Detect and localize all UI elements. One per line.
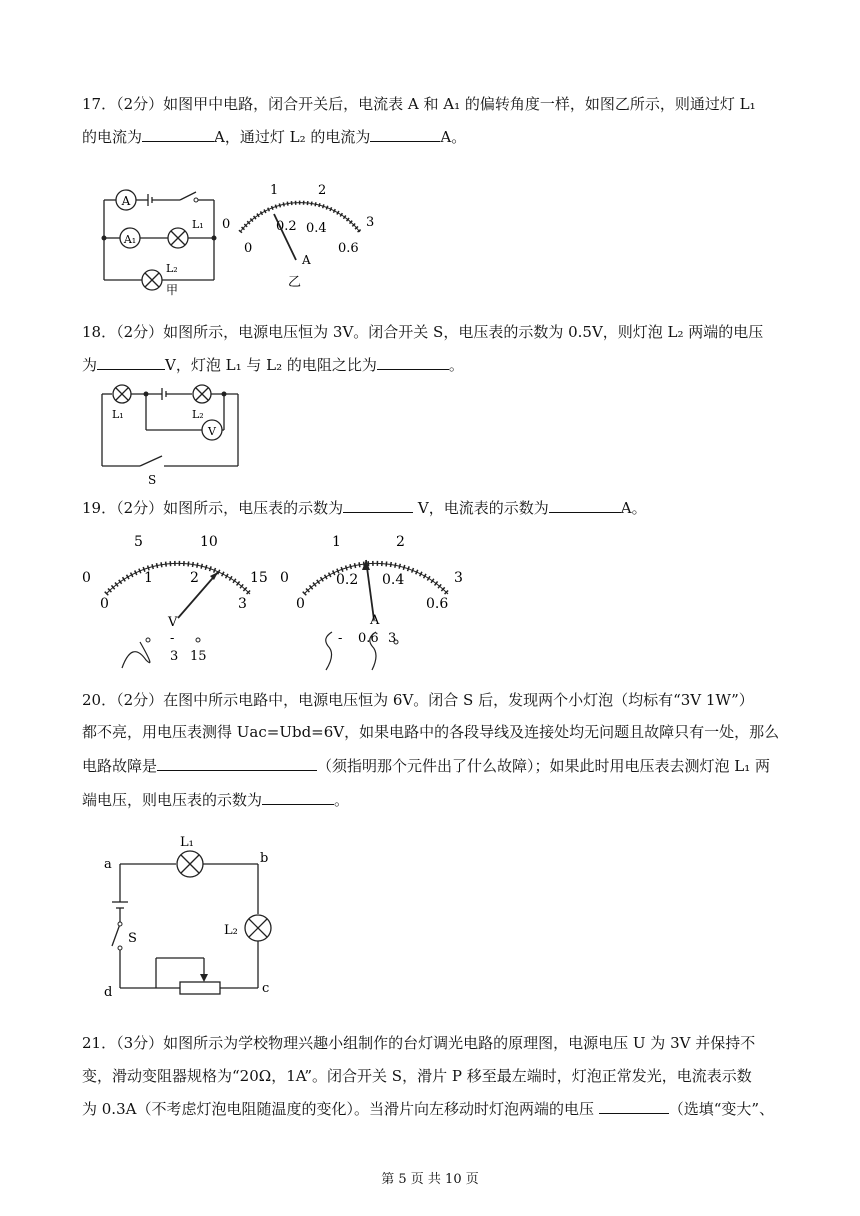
lamp-L2-label: L₂ xyxy=(192,408,204,421)
ammeter-terminal-3: 3 xyxy=(388,631,397,646)
voltmeter-terminal-15: 15 xyxy=(190,649,207,664)
q20-line4 xyxy=(82,790,349,810)
q19-blank-2[interactable] xyxy=(549,498,621,513)
q21-line3 xyxy=(82,1099,774,1119)
dial-top-2: 2 xyxy=(318,183,327,198)
voltmeter-label: V xyxy=(208,425,216,438)
page-footer: 第 5 页 共 10 页 xyxy=(381,1172,479,1187)
q19-voltmeter-dial xyxy=(78,530,278,676)
dial-top-3: 3 xyxy=(366,215,375,230)
voltmeter-top-15: 15 xyxy=(250,570,268,586)
ammeter-bottom-04: 0.4 xyxy=(382,572,405,588)
lamp-L2-label: L₂ xyxy=(166,262,178,275)
dial-bottom-06: 0.6 xyxy=(338,241,359,256)
voltmeter-terminal-neg: - xyxy=(170,631,175,646)
ammeter-top-0: 0 xyxy=(280,570,289,586)
lamp-L1-label: L₁ xyxy=(112,408,124,421)
q18-text-a: 为 xyxy=(82,356,98,374)
switch-label: S xyxy=(148,473,157,487)
dial-bottom-02: 0.2 xyxy=(276,219,297,234)
q17-line2 xyxy=(82,127,466,147)
q21-text-a: 为 0.3A（不考虑灯泡电阻随温度的变化）。当滑片向左移动时灯泡两端的电压 xyxy=(82,1100,594,1118)
voltmeter-unit: V xyxy=(168,615,178,630)
q20-line1: 20．（2分）在图中所示电路中，电源电压恒为 6V。闭合 S 后，发现两个小灯泡（均标有“3V 1W”） xyxy=(82,691,754,709)
voltmeter-bottom-1: 1 xyxy=(144,570,153,586)
node-d-label: d xyxy=(104,985,113,1000)
node-b-label: b xyxy=(260,851,269,866)
ammeter-terminal-06: 0.6 xyxy=(358,631,379,646)
lamp-L1-label: L₁ xyxy=(192,218,204,231)
q17-blank-1[interactable] xyxy=(142,127,214,142)
voltmeter-top-10: 10 xyxy=(200,534,218,550)
q17-line1: 17．（2分）如图甲中电路，闭合开关后，电流表 A 和 A₁ 的偏转角度一样，如图乙所示，则通过灯 L₁ xyxy=(82,95,756,113)
q18-line1: 18．（2分）如图所示，电源电压恒为 3V。闭合开关 S，电压表的示数为 0.5V，则灯泡 L₂ 两端的电压 xyxy=(82,323,764,341)
q21-line2: 变，滑动变阻器规格为“20Ω，1A”。闭合开关 S，滑片 P 移至最左端时，灯泡正常发光，电流表示数 xyxy=(82,1067,752,1085)
dial-top-0: 0 xyxy=(222,217,231,232)
q21-blank-1[interactable] xyxy=(599,1099,669,1114)
q21-text-b: （选填“变大”、 xyxy=(668,1100,775,1118)
q21-line1: 21．（3分）如图所示为学校物理兴趣小组制作的台灯调光电路的原理图，电源电压 U 为 3V 并保持不 xyxy=(82,1034,756,1052)
q17-text-c: A。 xyxy=(440,128,467,146)
q20-text-a: 电路故障是 xyxy=(82,757,158,775)
switch-S-label: S xyxy=(128,931,137,946)
q20-line3 xyxy=(82,756,770,776)
q20-text-b: （须指明那个元件出了什么故障）；如果此时用电压表去测灯泡 L₁ 两 xyxy=(317,757,771,775)
node-c-label: c xyxy=(262,981,270,996)
q17-text-a: 的电流为 xyxy=(82,128,143,146)
q20-line2: 都不亮，用电压表测得 Uac=Ubd=6V，如果电路中的各段导线及连接处均无问题且故障只有一处，那么 xyxy=(82,723,780,741)
dial-bottom-04: 0.4 xyxy=(306,221,327,236)
q19-line1 xyxy=(82,498,647,518)
voltmeter-bottom-0: 0 xyxy=(100,596,109,612)
q20-circuit-figure xyxy=(100,828,280,1000)
voltmeter-terminal-3: 3 xyxy=(170,649,179,664)
q19-blank-1[interactable] xyxy=(343,498,413,513)
q19-ammeter-dial xyxy=(276,530,476,676)
ammeter-bottom-02: 0.2 xyxy=(336,572,359,588)
voltmeter-top-0: 0 xyxy=(82,570,91,586)
q19-text-c: A。 xyxy=(620,499,647,517)
ammeter-terminal-neg: - xyxy=(338,631,343,646)
q19-text-b: V，电流表的示数为 xyxy=(417,499,549,517)
dial-unit: A xyxy=(302,253,311,267)
ammeter-top-2: 2 xyxy=(396,534,405,550)
figure-yi-caption: 乙 xyxy=(288,275,302,290)
voltmeter-bottom-2: 2 xyxy=(190,570,199,586)
ammeter-unit: A xyxy=(370,613,380,628)
q20-blank-1[interactable] xyxy=(157,756,317,771)
q19-text-a: 19．（2分）如图所示，电压表的示数为 xyxy=(82,499,344,517)
q18-circuit-figure xyxy=(96,378,246,488)
node-a-label: a xyxy=(104,857,112,872)
ammeter-top-3: 3 xyxy=(454,570,463,586)
ammeter-bottom-06: 0.6 xyxy=(426,596,449,612)
q18-text-c: 。 xyxy=(448,356,464,374)
dial-bottom-0: 0 xyxy=(244,241,253,256)
q20-text-d: 。 xyxy=(334,791,350,809)
q20-blank-2[interactable] xyxy=(262,790,334,805)
lamp-L2-label: L₂ xyxy=(224,923,238,938)
dial-top-1: 1 xyxy=(270,183,279,198)
ammeter-A-label: A xyxy=(121,194,131,208)
voltmeter-bottom-3: 3 xyxy=(238,596,247,612)
q17-circuit-figure xyxy=(96,180,226,300)
ammeter-top-1: 1 xyxy=(332,534,341,550)
q18-blank-1[interactable] xyxy=(97,355,165,370)
q17-blank-2[interactable] xyxy=(370,127,440,142)
q17-text-b: A，通过灯 L₂ 的电流为 xyxy=(214,128,371,146)
voltmeter-top-5: 5 xyxy=(134,534,143,550)
q18-blank-2[interactable] xyxy=(377,355,449,370)
ammeter-bottom-0: 0 xyxy=(296,596,305,612)
figure-jia-caption: 甲 xyxy=(166,283,179,297)
q17-ammeter-dial xyxy=(218,176,378,296)
ammeter-A1-label: A₁ xyxy=(123,233,137,246)
lamp-L1-label: L₁ xyxy=(180,835,194,850)
q18-line2 xyxy=(82,355,464,375)
q20-text-c: 端电压，则电压表的示数为 xyxy=(82,791,263,809)
q18-text-b: V，灯泡 L₁ 与 L₂ 的电阻之比为 xyxy=(165,356,377,374)
